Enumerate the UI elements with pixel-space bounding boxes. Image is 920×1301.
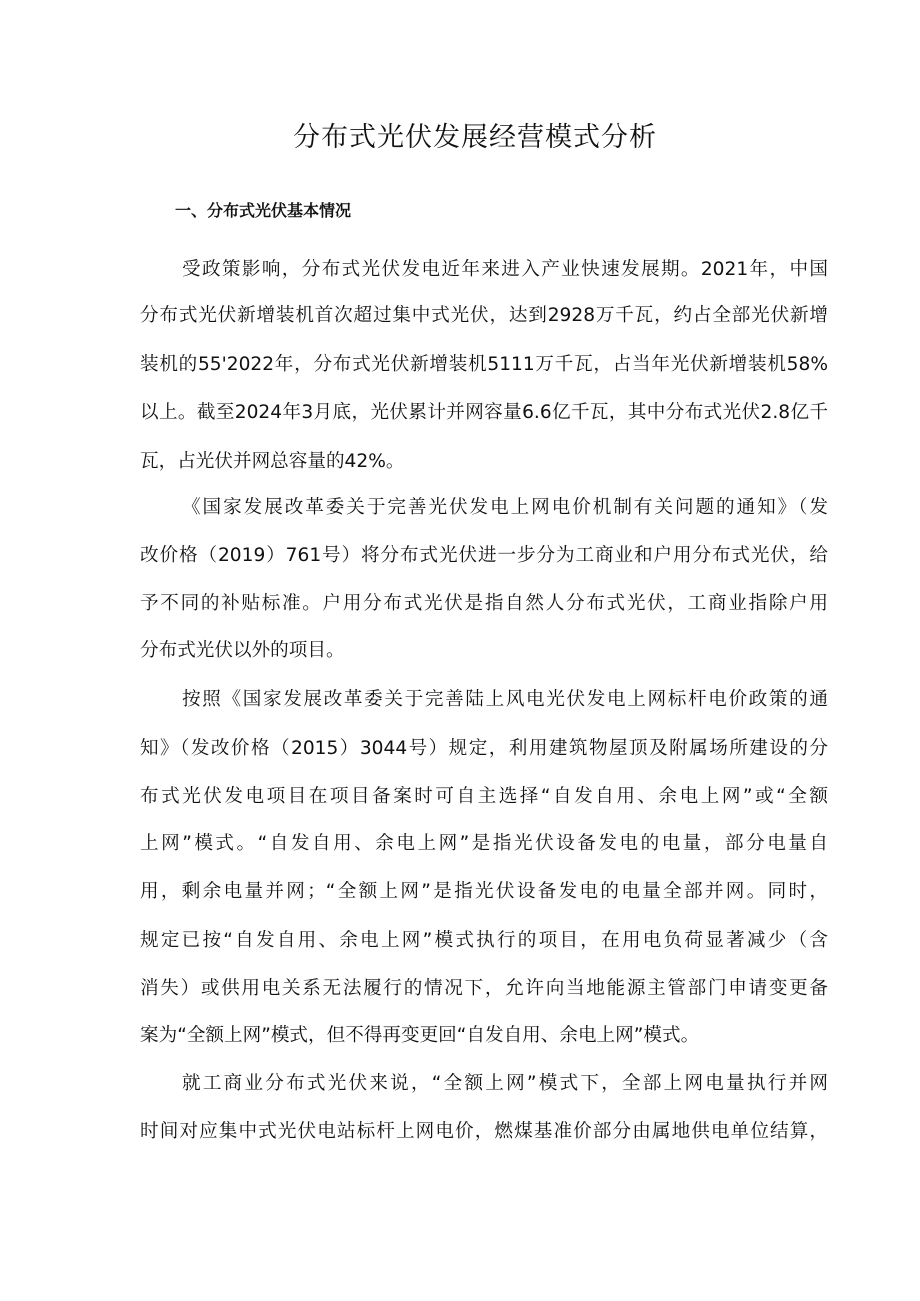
paragraph-line: 予不同的补贴标准。户用分布式光伏是指自然人分布式光伏，工商业指除户用 bbox=[140, 593, 828, 614]
section-heading: 一、分布式光伏基本情况 bbox=[175, 201, 352, 220]
document-title: 分布式光伏发展经营模式分析 bbox=[293, 122, 657, 153]
paragraph-line: 按照《国家发展改革委关于完善陆上风电光伏发电上网标杆电价政策的通 bbox=[182, 689, 828, 710]
paragraph-line: 《国家发展改革委关于完善光伏发电上网电价机制有关问题的通知》（发 bbox=[182, 497, 828, 518]
paragraph-line: 分布式光伏以外的项目。 bbox=[140, 640, 345, 661]
paragraph-line: 规定已按“自发自用、余电上网”模式执行的项目，在用电负荷显著减少（含 bbox=[140, 930, 828, 951]
paragraph-line: 知》（发改价格（2015）3044号）规定，利用建筑物屋顶及附属场所建设的分 bbox=[140, 738, 828, 759]
paragraph-line: 上网”模式。“自发自用、余电上网”是指光伏设备发电的电量，部分电量自 bbox=[140, 833, 828, 854]
paragraph-line: 受政策影响，分布式光伏发电近年来进入产业快速发展期。2021年，中国 bbox=[182, 259, 828, 280]
paragraph-line: 布式光伏发电项目在项目备案时可自主选择“自发自用、余电上网”或“全额 bbox=[140, 786, 828, 807]
paragraph-line: 以上。截至2024年3月底，光伏累计并网容量6.6亿千瓦，其中分布式光伏2.8亿千 bbox=[140, 402, 828, 423]
paragraph-line: 分布式光伏新增装机首次超过集中式光伏，达到2928万千瓦，约占全部光伏新增 bbox=[140, 305, 828, 326]
paragraph-line: 时间对应集中式光伏电站标杆上网电价，燃煤基准价部分由属地供电单位结算， bbox=[140, 1121, 828, 1142]
paragraph-line: 用，剩余电量并网；“全额上网”是指光伏设备发电的电量全部并网。同时， bbox=[140, 881, 828, 902]
paragraph-line: 瓦，占光伏并网总容量的42%。 bbox=[140, 451, 405, 472]
paragraph-line: 改价格（2019）761号）将分布式光伏进一步分为工商业和户用分布式光伏，给 bbox=[140, 545, 828, 566]
paragraph-line: 就工商业分布式光伏来说，“全额上网”模式下，全部上网电量执行并网 bbox=[182, 1073, 828, 1094]
paragraph-line: 案为“全额上网”模式，但不得再变更回“自发自用、余电上网”模式。 bbox=[140, 1025, 700, 1046]
paragraph-line: 装机的55'2022年，分布式光伏新增装机5111万千瓦，占当年光伏新增装机58% bbox=[140, 354, 828, 375]
paragraph-line: 消失）或供用电关系无法履行的情况下，允许向当地能源主管部门申请变更备 bbox=[140, 978, 828, 999]
